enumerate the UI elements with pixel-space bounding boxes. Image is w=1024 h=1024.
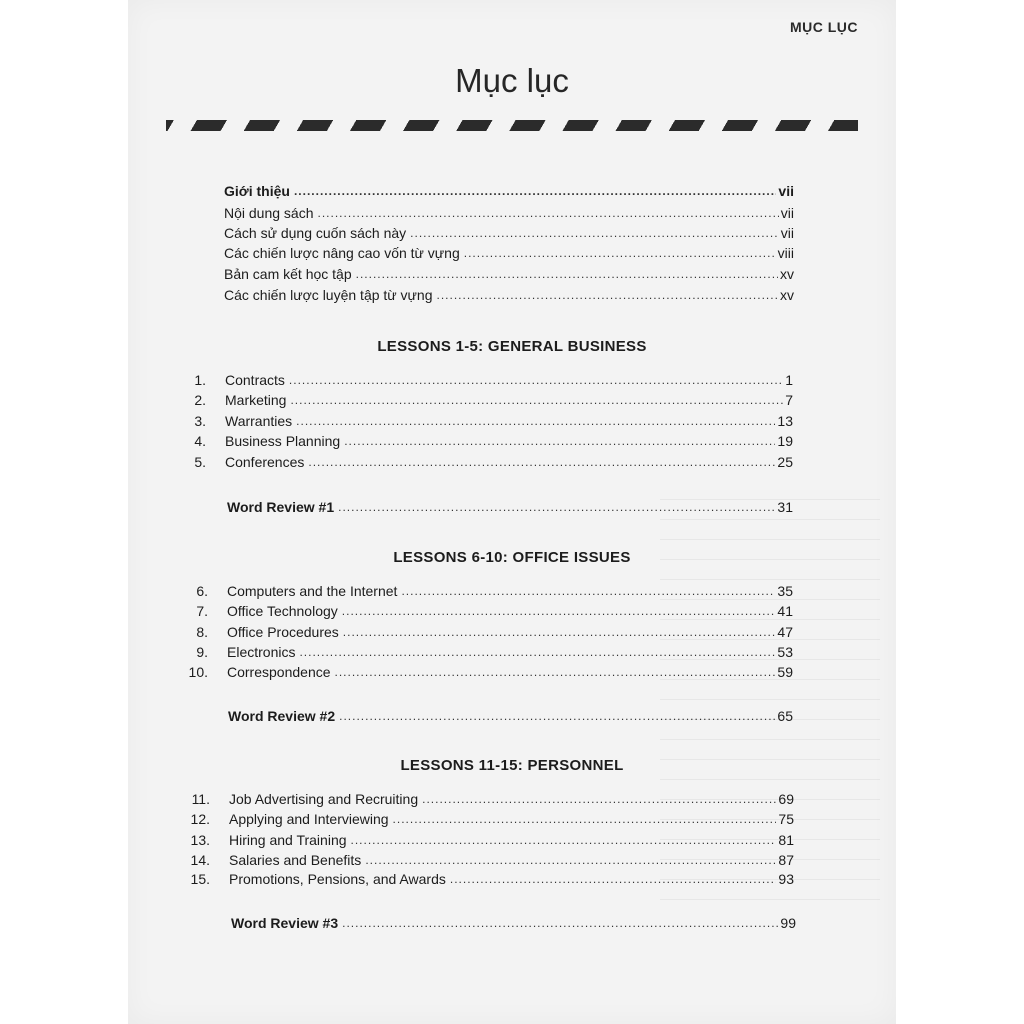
toc-entry-intro[interactable] <box>224 264 794 282</box>
toc-page-number: 1 <box>785 372 793 388</box>
toc-entry-label: Office Technology <box>227 603 338 619</box>
toc-entry-intro[interactable] <box>224 285 794 303</box>
leader-dots <box>342 603 776 619</box>
leader-dots <box>318 205 779 221</box>
toc-entry-label: Nội dung sách <box>224 205 314 221</box>
title-divider-stripe <box>166 120 858 131</box>
toc-entry-lesson[interactable] <box>227 601 793 619</box>
toc-page-number: vii <box>780 225 794 241</box>
toc-page-number: 7 <box>785 392 793 408</box>
toc-entry-lesson[interactable] <box>229 809 794 827</box>
toc-page-number: 59 <box>777 664 793 680</box>
toc-page-number: viii <box>777 245 794 261</box>
toc-page-number: 19 <box>777 433 793 449</box>
leader-dots <box>335 664 776 680</box>
leader-dots <box>289 372 783 388</box>
toc-entry-label: Các chiến lược luyện tập từ vựng <box>224 287 433 303</box>
toc-page-number: xv <box>780 266 794 282</box>
lesson-number: 4. <box>194 433 206 449</box>
toc-page-number: 81 <box>778 832 794 848</box>
toc-entry-label: Marketing <box>225 392 287 408</box>
leader-dots <box>393 811 777 827</box>
leader-dots <box>299 644 775 660</box>
leader-dots <box>343 624 776 640</box>
lesson-number: 14. <box>190 852 210 868</box>
toc-entry-label: Word Review #1 <box>227 499 335 515</box>
lesson-number: 13. <box>190 832 210 848</box>
lesson-number: 6. <box>196 583 208 599</box>
toc-entry-label: Các chiến lược nâng cao vốn từ vựng <box>224 245 460 261</box>
toc-page-number: xv <box>780 287 794 303</box>
section-heading: LESSONS 1-5: GENERAL BUSINESS <box>377 338 647 355</box>
lesson-number: 3. <box>194 413 206 429</box>
toc-page-number: 53 <box>777 644 793 660</box>
lesson-number: 12. <box>190 811 210 827</box>
leader-dots <box>344 433 775 449</box>
lesson-number: 10. <box>188 664 208 680</box>
toc-entry-lesson[interactable] <box>225 431 793 449</box>
toc-page-number: 87 <box>778 852 794 868</box>
toc-entry-label: Office Procedures <box>227 624 339 640</box>
toc-entry-lesson[interactable] <box>229 789 794 807</box>
toc-entry-label: Cách sử dụng cuốn sách này <box>224 225 407 241</box>
toc-page-number: 93 <box>778 871 794 887</box>
toc-entry-label: Electronics <box>227 644 296 660</box>
page-title: Mục lục <box>455 62 569 99</box>
leader-dots <box>290 392 783 408</box>
lesson-number: 8. <box>196 624 208 640</box>
toc-page-number: 35 <box>777 583 793 599</box>
toc-page-number: 47 <box>777 624 793 640</box>
leader-dots <box>401 583 775 599</box>
toc-entry-label: Salaries and Benefits <box>229 852 362 868</box>
toc-page-number: 13 <box>777 413 793 429</box>
leader-dots <box>338 499 775 515</box>
leader-dots <box>365 852 776 868</box>
leader-dots <box>437 287 778 303</box>
toc-entry-label: Word Review #3 <box>231 915 339 931</box>
section-heading: LESSONS 6-10: OFFICE ISSUES <box>393 549 631 566</box>
lesson-number: 7. <box>196 603 208 619</box>
toc-entry-label: Word Review #2 <box>228 708 336 724</box>
leader-dots <box>342 915 778 931</box>
leader-dots <box>296 413 775 429</box>
toc-entry-intro[interactable] <box>224 243 794 261</box>
toc-entry-lesson[interactable] <box>229 830 794 848</box>
leader-dots <box>464 245 776 261</box>
toc-entry-label: Correspondence <box>227 664 331 680</box>
leader-dots <box>294 183 776 199</box>
toc-entry-lesson[interactable] <box>227 581 793 599</box>
toc-entry-lesson[interactable] <box>229 850 794 868</box>
toc-entry-intro[interactable] <box>224 181 794 199</box>
toc-page-number: vii <box>780 205 794 221</box>
leader-dots <box>351 832 777 848</box>
toc-page-number: 31 <box>777 499 793 515</box>
toc-entry-label: Warranties <box>225 413 293 429</box>
toc-entry-lesson[interactable] <box>227 662 793 680</box>
toc-entry-intro[interactable] <box>224 203 794 221</box>
leader-dots <box>356 266 778 282</box>
toc-page-number: 75 <box>778 811 794 827</box>
toc-entry-label: Conferences <box>225 454 305 470</box>
toc-entry-label: Business Planning <box>225 433 341 449</box>
lesson-number: 5. <box>194 454 206 470</box>
toc-entry-intro[interactable] <box>224 223 794 241</box>
toc-entry-lesson[interactable] <box>229 869 794 887</box>
toc-entry-word-review[interactable] <box>228 706 793 724</box>
toc-entry-word-review[interactable] <box>231 913 796 931</box>
toc-entry-lesson[interactable] <box>225 452 793 470</box>
toc-page-number: 69 <box>778 791 794 807</box>
toc-page-number: 99 <box>780 915 796 931</box>
toc-entry-lesson[interactable] <box>227 622 793 640</box>
toc-entry-label: Bản cam kết học tập <box>224 266 352 282</box>
leader-dots <box>339 708 775 724</box>
toc-entry-lesson[interactable] <box>227 642 793 660</box>
leader-dots <box>308 454 775 470</box>
lesson-number: 15. <box>190 871 210 887</box>
toc-entry-word-review[interactable] <box>227 497 793 515</box>
toc-entry-label: Giới thiệu <box>224 183 290 199</box>
toc-entry-label: Job Advertising and Recruiting <box>229 791 419 807</box>
toc-entry-label: Computers and the Internet <box>227 583 398 599</box>
toc-entry-lesson[interactable] <box>225 370 793 388</box>
toc-entry-label: Promotions, Pensions, and Awards <box>229 871 446 887</box>
leader-dots <box>410 225 779 241</box>
lesson-number: 9. <box>196 644 208 660</box>
lesson-number: 2. <box>194 392 206 408</box>
leader-dots <box>450 871 777 887</box>
toc-entry-label: Hiring and Training <box>229 832 347 848</box>
toc-page-number: 65 <box>777 708 793 724</box>
leader-dots <box>422 791 776 807</box>
lesson-number: 11. <box>191 791 210 807</box>
toc-entry-label: Contracts <box>225 372 285 388</box>
toc-entry-lesson[interactable] <box>225 411 793 429</box>
toc-entry-lesson[interactable] <box>225 390 793 408</box>
toc-entry-label: Applying and Interviewing <box>229 811 389 827</box>
running-head: MỤC LỤC <box>789 19 858 35</box>
toc-page-number: 25 <box>777 454 793 470</box>
toc-page-number: vii <box>778 183 794 199</box>
toc-page-number: 41 <box>777 603 793 619</box>
section-heading: LESSONS 11-15: PERSONNEL <box>400 757 624 774</box>
lesson-number: 1. <box>194 372 206 388</box>
